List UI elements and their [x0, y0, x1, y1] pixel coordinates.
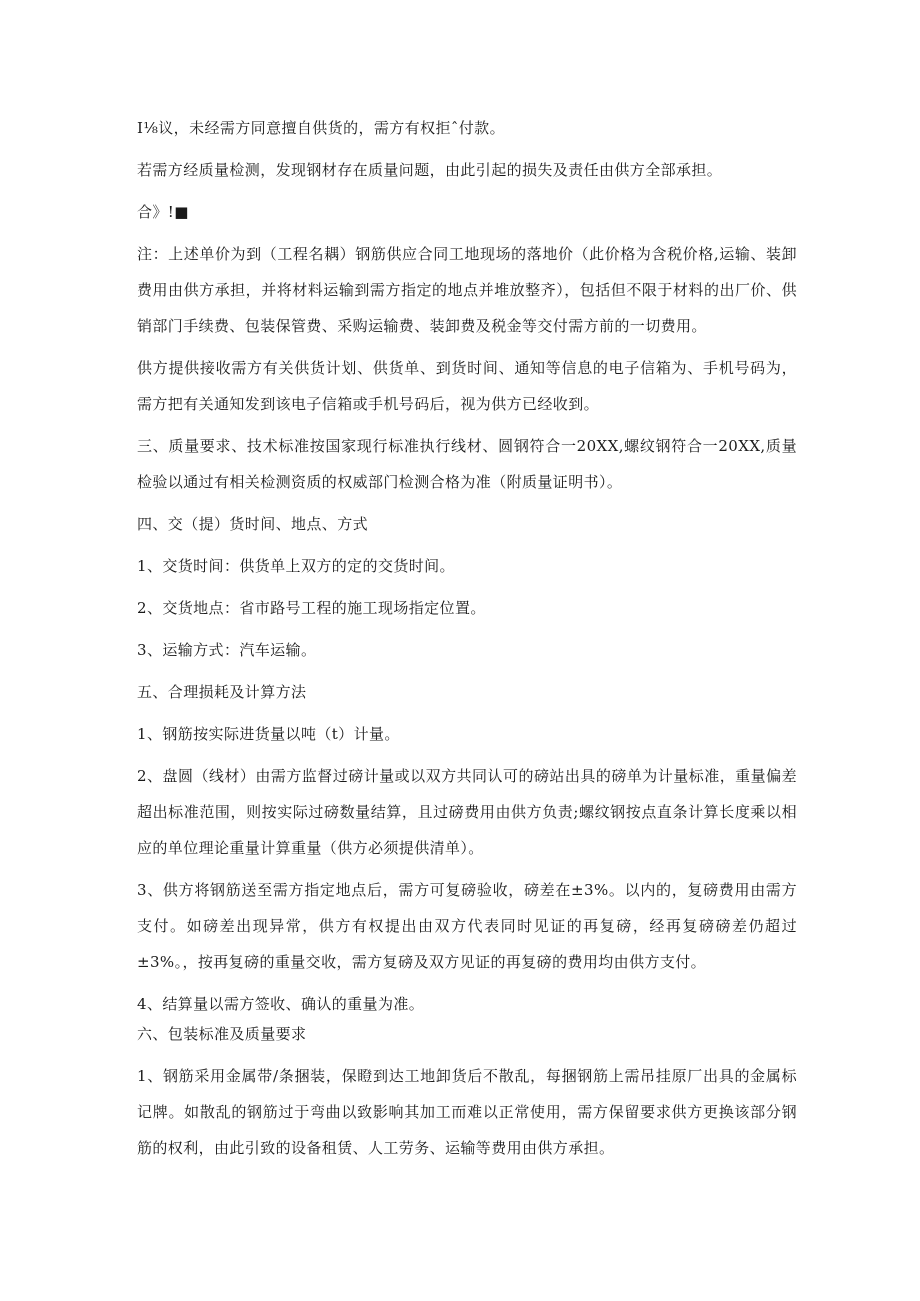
list-item-weighing: 2、盘圆（线材）由需方监督过磅计量或以双方共同认可的磅站出具的磅单为计量标准，重量偏差超出标准范围，则按实际过磅数量结算，且过磅费用由供方负责;螺纹钢按点直条计算长度乘以相应的单位理论重量计算重量（供方必须提供清单）。	[137, 767, 797, 857]
list-item-packaging: 1、钢筋采用金属带/条捆装，保瞪到达工地卸货后不散乱，每捆钢筋上需吊挂原厂出具的金属标记牌。如散乱的钢筋过于弯曲以致影响其加工而难以正常使用，需方保留要求供方更换该部分钢筋的权利，由此引致的设备租赁、人工劳务、运输等费用由供方承担。	[137, 1067, 797, 1157]
section-heading-loss-calculation: 五、合理损耗及计算方法	[137, 683, 307, 701]
paragraph-unauthorized-supply: I⅛议，未经需方同意擅自供货的，需方有权拒ˆ付款。	[137, 119, 505, 137]
list-item-reweighing: 3、供方将钢筋送至需方指定地点后，需方可复磅验收，磅差在±3%。以内的，复磅费用由需方支付。如磅差出现异常，供方有权提出由双方代表同时见证的再复磅，经再复磅磅差仍超过±3%。，按再复磅的重量交收，需方复磅及双方见证的再复磅的费用均由供方支付。	[137, 881, 797, 971]
document-body	[137, 110, 797, 1172]
list-item-measure-unit: 1、钢筋按实际进货量以吨（t）计量。	[137, 725, 400, 743]
list-item-settlement: 4、结算量以需方签收、确认的重量为准。	[137, 995, 425, 1013]
section-heading-delivery: 四、交（提）货时间、地点、方式	[137, 515, 369, 533]
paragraph-contact-info: 供方提供接收需方有关供货计划、供货单、到货时间、通知等信息的电子信箱为、手机号码为，需方把有关通知发到该电子信箱或手机号码后，视为供方已经收到。	[137, 359, 797, 413]
section-heading-packaging: 六、包装标准及质量要求	[137, 1025, 307, 1043]
section-quality-standards: 三、质量要求、技术标准按国家现行标准执行线材、圆钢符合一20XX,螺纹钢符合一20XX,质量检验以通过有相关检测资质的权威部门检测合格为准（附质量证明书）。	[137, 437, 797, 491]
list-item-delivery-time: 1、交货时间：供货单上双方的定的交货时间。	[137, 557, 455, 575]
list-item-delivery-place: 2、交货地点：省市路号工程的施工现场指定位置。	[137, 599, 486, 617]
paragraph-price-note: 注：上述单价为到（工程名耦）钢筋供应合同工地现场的落地价（此价格为含税价格,运输、装卸费用由供方承担，并将材料运输到需方指定的地点并堆放整齐），包括但不限于材料的出厂价、供销部门手续费、包装保管费、采购运输费、装卸费及税金等交付需方前的一切费用。	[137, 245, 797, 335]
list-item-transport-method: 3、运输方式：汽车运输。	[137, 641, 317, 659]
paragraph-fragment: 合》!■	[137, 203, 189, 221]
paragraph-quality-liability: 若需方经质量检测，发现钢材存在质量问题，由此引起的损失及责任由供方全部承担。	[137, 161, 723, 179]
